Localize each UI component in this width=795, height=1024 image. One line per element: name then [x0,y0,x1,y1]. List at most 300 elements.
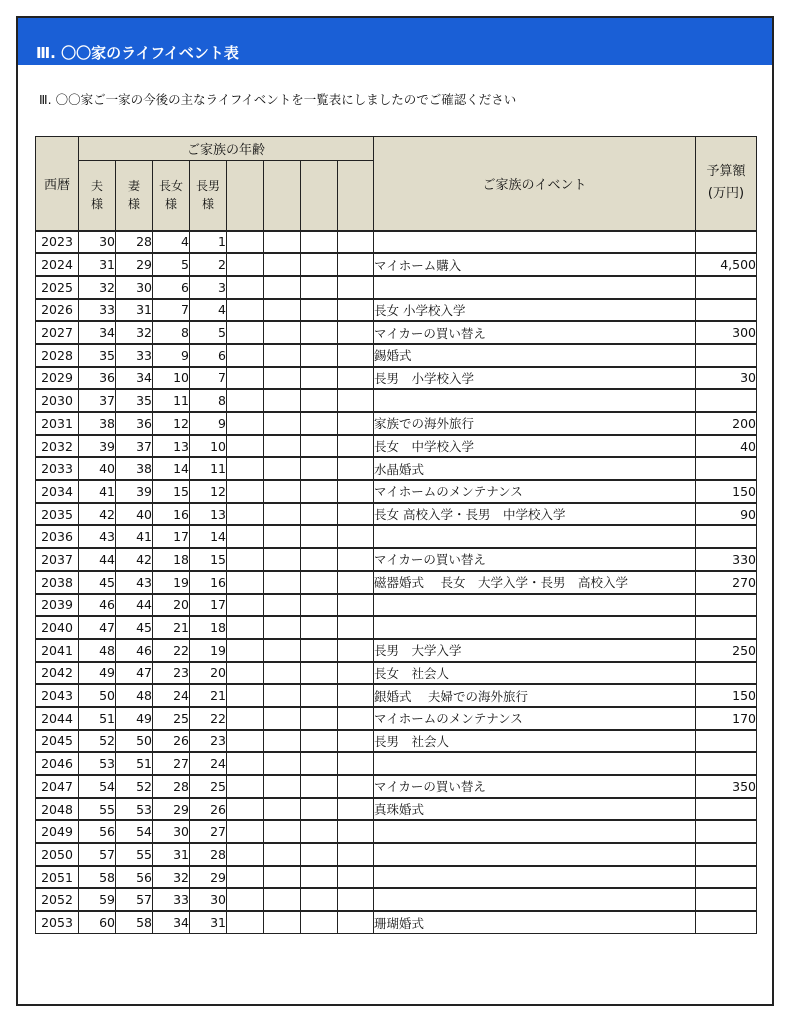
age-cell: 54 [79,775,116,798]
empty-age-cell [301,866,338,889]
empty-age-cell [301,435,338,458]
empty-age-cell [338,843,374,866]
year-cell: 2033 [36,457,79,480]
year-cell: 2047 [36,775,79,798]
budget-cell: 300 [696,321,757,344]
table-row [36,525,757,548]
year-cell: 2051 [36,866,79,889]
age-cell: 12 [190,480,227,503]
table-row [36,730,757,753]
year-cell: 2052 [36,888,79,911]
event-cell [374,389,696,412]
empty-age-cell [264,662,301,685]
age-cell: 25 [190,775,227,798]
age-cell: 24 [153,684,190,707]
age-cell: 7 [153,299,190,322]
event-cell [374,276,696,299]
age-cell: 39 [116,480,153,503]
age-cell: 17 [153,525,190,548]
event-cell: マイカーの買い替え [374,775,696,798]
age-cell: 30 [79,231,116,254]
event-cell: 長男 社会人 [374,730,696,753]
empty-age-cell [338,730,374,753]
table-row [36,231,757,254]
empty-age-cell [264,321,301,344]
event-cell: 家族での海外旅行 [374,412,696,435]
budget-cell: 350 [696,775,757,798]
table-row [36,775,757,798]
age-cell: 33 [153,888,190,911]
table-row [36,662,757,685]
age-cell: 31 [190,911,227,934]
age-cell: 41 [116,525,153,548]
age-cell: 38 [79,412,116,435]
empty-age-cell [227,752,264,775]
member-header-daughter: 長女 様 [153,161,190,231]
table-row [36,616,757,639]
empty-age-cell [338,752,374,775]
budget-cell [696,616,757,639]
age-cell: 34 [153,911,190,934]
event-cell [374,752,696,775]
empty-age-cell [227,616,264,639]
table-row [36,639,757,662]
empty-age-cell [338,707,374,730]
year-cell: 2027 [36,321,79,344]
age-cell: 57 [116,888,153,911]
age-cell: 8 [190,389,227,412]
empty-age-cell [227,571,264,594]
empty-age-cell [227,412,264,435]
member-header-son: 長男 様 [190,161,227,231]
empty-age-cell [264,730,301,753]
age-cell: 45 [79,571,116,594]
empty-age-cell [301,412,338,435]
table-row [36,276,757,299]
year-cell: 2032 [36,435,79,458]
budget-cell [696,231,757,254]
age-cell: 43 [116,571,153,594]
year-cell: 2040 [36,616,79,639]
empty-age-cell [301,480,338,503]
age-cell: 58 [116,911,153,934]
age-cell: 25 [153,707,190,730]
age-cell: 53 [116,798,153,821]
age-cell: 28 [190,843,227,866]
age-cell: 29 [116,253,153,276]
empty-age-cell [338,820,374,843]
budget-cell [696,299,757,322]
age-cell: 50 [116,730,153,753]
year-cell: 2053 [36,911,79,934]
age-cell: 47 [79,616,116,639]
empty-age-cell [227,594,264,617]
age-cell: 54 [116,820,153,843]
empty-age-cell [338,571,374,594]
budget-cell: 270 [696,571,757,594]
empty-age-cell [227,798,264,821]
age-cell: 30 [116,276,153,299]
event-cell: マイカーの買い替え [374,548,696,571]
age-cell: 56 [79,820,116,843]
empty-age-cell [227,820,264,843]
empty-age-cell [301,798,338,821]
table-row [36,594,757,617]
age-cell: 4 [190,299,227,322]
empty-age-cell [227,888,264,911]
empty-age-cell [338,775,374,798]
empty-age-cell [338,435,374,458]
empty-age-cell [227,662,264,685]
page-subtitle: Ⅲ. 〇〇家ご一家の今後の主なライフイベントを一覧表にしましたのでご確認ください [39,92,517,107]
empty-age-cell [338,480,374,503]
age-cell: 14 [153,457,190,480]
empty-age-cell [301,911,338,934]
age-cell: 11 [153,389,190,412]
age-cell: 4 [153,231,190,254]
table-row [36,820,757,843]
table-row [36,344,757,367]
event-cell: 真珠婚式 [374,798,696,821]
age-cell: 45 [116,616,153,639]
budget-cell: 200 [696,412,757,435]
age-cell: 6 [190,344,227,367]
budget-cell [696,457,757,480]
age-cell: 2 [190,253,227,276]
year-cell: 2042 [36,662,79,685]
age-cell: 39 [79,435,116,458]
event-cell: 長女 高校入学・長男 中学校入学 [374,503,696,526]
age-cell: 13 [153,435,190,458]
age-cell: 46 [116,639,153,662]
empty-age-cell [264,525,301,548]
budget-cell [696,798,757,821]
year-cell: 2031 [36,412,79,435]
age-cell: 35 [116,389,153,412]
age-cell: 12 [153,412,190,435]
age-cell: 27 [153,752,190,775]
empty-age-cell [227,389,264,412]
age-cell: 1 [190,231,227,254]
table-body [36,231,757,934]
age-cell: 29 [190,866,227,889]
age-cell: 18 [190,616,227,639]
age-cell: 44 [116,594,153,617]
empty-age-cell [264,299,301,322]
budget-cell: 90 [696,503,757,526]
event-cell: 磁器婚式 長女 大学入学・長男 高校入学 [374,571,696,594]
age-cell: 49 [116,707,153,730]
empty-age-cell [301,457,338,480]
empty-age-cell [227,344,264,367]
year-cell: 2043 [36,684,79,707]
event-cell: マイホームのメンテナンス [374,707,696,730]
event-cell: マイホームのメンテナンス [374,480,696,503]
page-title: Ⅲ. 〇〇家のライフイベント表 [36,44,239,62]
table-row [36,752,757,775]
empty-age-cell [227,457,264,480]
age-cell: 40 [79,457,116,480]
age-cell: 59 [79,888,116,911]
age-cell: 13 [190,503,227,526]
event-cell: 長女 社会人 [374,662,696,685]
age-cell: 32 [153,866,190,889]
year-header: 西暦 [36,137,79,231]
event-cell: 珊瑚婚式 [374,911,696,934]
life-event-table [35,136,757,934]
age-cell: 22 [153,639,190,662]
empty-age-cell [301,820,338,843]
empty-age-cell [264,639,301,662]
year-cell: 2048 [36,798,79,821]
empty-age-cell [264,888,301,911]
event-cell: 長男 大学入学 [374,639,696,662]
budget-cell [696,730,757,753]
empty-age-cell [264,843,301,866]
year-cell: 2036 [36,525,79,548]
event-cell [374,843,696,866]
age-cell: 10 [190,435,227,458]
empty-age-cell [338,344,374,367]
year-cell: 2045 [36,730,79,753]
empty-age-cell [264,775,301,798]
empty-age-cell [301,231,338,254]
age-cell: 34 [79,321,116,344]
empty-age-cell [338,389,374,412]
empty-age-cell [227,525,264,548]
empty-age-cell [227,503,264,526]
member-header-empty [301,161,338,231]
table-row [36,888,757,911]
empty-age-cell [301,707,338,730]
budget-header-line2: (万円) [707,186,745,202]
event-cell [374,888,696,911]
age-cell: 27 [190,820,227,843]
empty-age-cell [301,662,338,685]
age-cell: 53 [79,752,116,775]
event-cell: 長女 小学校入学 [374,299,696,322]
table-row [36,457,757,480]
table-row [36,503,757,526]
empty-age-cell [338,525,374,548]
age-cell: 57 [79,843,116,866]
table-row [36,299,757,322]
budget-cell: 150 [696,480,757,503]
empty-age-cell [264,457,301,480]
age-cell: 23 [190,730,227,753]
budget-cell [696,276,757,299]
age-cell: 11 [190,457,227,480]
empty-age-cell [264,276,301,299]
year-cell: 2046 [36,752,79,775]
table-row [36,707,757,730]
age-cell: 47 [116,662,153,685]
age-cell: 36 [116,412,153,435]
age-cell: 58 [79,866,116,889]
table-row [36,321,757,344]
age-cell: 52 [116,775,153,798]
empty-age-cell [264,231,301,254]
budget-cell [696,389,757,412]
age-cell: 16 [153,503,190,526]
age-cell: 48 [116,684,153,707]
empty-age-cell [264,253,301,276]
age-cell: 22 [190,707,227,730]
empty-age-cell [301,503,338,526]
age-cell: 26 [153,730,190,753]
age-cell: 21 [153,616,190,639]
empty-age-cell [264,911,301,934]
age-cell: 5 [153,253,190,276]
budget-cell [696,820,757,843]
table-row [36,548,757,571]
budget-header [696,137,757,231]
family-age-header: ご家族の年齢 [79,137,374,161]
empty-age-cell [338,321,374,344]
empty-age-cell [338,594,374,617]
age-cell: 5 [190,321,227,344]
empty-age-cell [264,548,301,571]
empty-age-cell [301,616,338,639]
age-cell: 19 [190,639,227,662]
age-cell: 43 [79,525,116,548]
age-cell: 52 [79,730,116,753]
budget-cell [696,594,757,617]
member-header-husband: 夫 様 [79,161,116,231]
budget-cell: 30 [696,367,757,390]
empty-age-cell [264,820,301,843]
empty-age-cell [301,548,338,571]
empty-age-cell [264,344,301,367]
empty-age-cell [264,866,301,889]
age-cell: 60 [79,911,116,934]
year-cell: 2028 [36,344,79,367]
budget-cell [696,866,757,889]
age-cell: 48 [79,639,116,662]
table-row [36,571,757,594]
age-cell: 8 [153,321,190,344]
empty-age-cell [301,253,338,276]
empty-age-cell [301,888,338,911]
age-cell: 55 [79,798,116,821]
empty-age-cell [227,775,264,798]
empty-age-cell [301,344,338,367]
age-cell: 32 [116,321,153,344]
empty-age-cell [338,367,374,390]
empty-age-cell [227,231,264,254]
empty-age-cell [227,866,264,889]
empty-age-cell [227,480,264,503]
empty-age-cell [227,911,264,934]
age-cell: 6 [153,276,190,299]
year-cell: 2049 [36,820,79,843]
age-cell: 29 [153,798,190,821]
age-cell: 24 [190,752,227,775]
table-row [36,480,757,503]
empty-age-cell [301,276,338,299]
empty-age-cell [264,752,301,775]
age-cell: 41 [79,480,116,503]
event-cell: 長女 中学校入学 [374,435,696,458]
empty-age-cell [264,707,301,730]
event-cell [374,616,696,639]
event-cell: 銀婚式 夫婦での海外旅行 [374,684,696,707]
empty-age-cell [227,548,264,571]
age-cell: 33 [116,344,153,367]
budget-cell: 250 [696,639,757,662]
empty-age-cell [227,299,264,322]
empty-age-cell [227,684,264,707]
empty-age-cell [264,480,301,503]
age-cell: 49 [79,662,116,685]
empty-age-cell [301,321,338,344]
event-cell: 長男 小学校入学 [374,367,696,390]
age-cell: 42 [116,548,153,571]
budget-cell [696,752,757,775]
empty-age-cell [338,866,374,889]
age-cell: 9 [190,412,227,435]
empty-age-cell [227,253,264,276]
event-cell: 水晶婚式 [374,457,696,480]
table-row [36,911,757,934]
budget-cell [696,662,757,685]
empty-age-cell [227,730,264,753]
year-cell: 2050 [36,843,79,866]
empty-age-cell [264,684,301,707]
age-cell: 40 [116,503,153,526]
age-cell: 55 [116,843,153,866]
year-cell: 2039 [36,594,79,617]
budget-cell: 150 [696,684,757,707]
age-cell: 18 [153,548,190,571]
age-cell: 37 [79,389,116,412]
event-cell [374,525,696,548]
empty-age-cell [301,639,338,662]
empty-age-cell [338,276,374,299]
event-cell [374,866,696,889]
empty-age-cell [301,730,338,753]
budget-cell [696,525,757,548]
age-cell: 37 [116,435,153,458]
budget-cell [696,344,757,367]
age-cell: 10 [153,367,190,390]
empty-age-cell [338,798,374,821]
age-cell: 26 [190,798,227,821]
year-cell: 2025 [36,276,79,299]
budget-cell [696,888,757,911]
age-cell: 31 [79,253,116,276]
age-cell: 19 [153,571,190,594]
age-cell: 20 [190,662,227,685]
age-cell: 44 [79,548,116,571]
event-cell: 錫婚式 [374,344,696,367]
age-cell: 15 [153,480,190,503]
empty-age-cell [338,888,374,911]
budget-cell: 40 [696,435,757,458]
age-cell: 30 [190,888,227,911]
age-cell: 28 [116,231,153,254]
age-cell: 38 [116,457,153,480]
age-cell: 7 [190,367,227,390]
empty-age-cell [301,684,338,707]
empty-age-cell [264,503,301,526]
empty-age-cell [227,321,264,344]
empty-age-cell [264,594,301,617]
age-cell: 16 [190,571,227,594]
empty-age-cell [301,571,338,594]
age-cell: 31 [153,843,190,866]
age-cell: 32 [79,276,116,299]
